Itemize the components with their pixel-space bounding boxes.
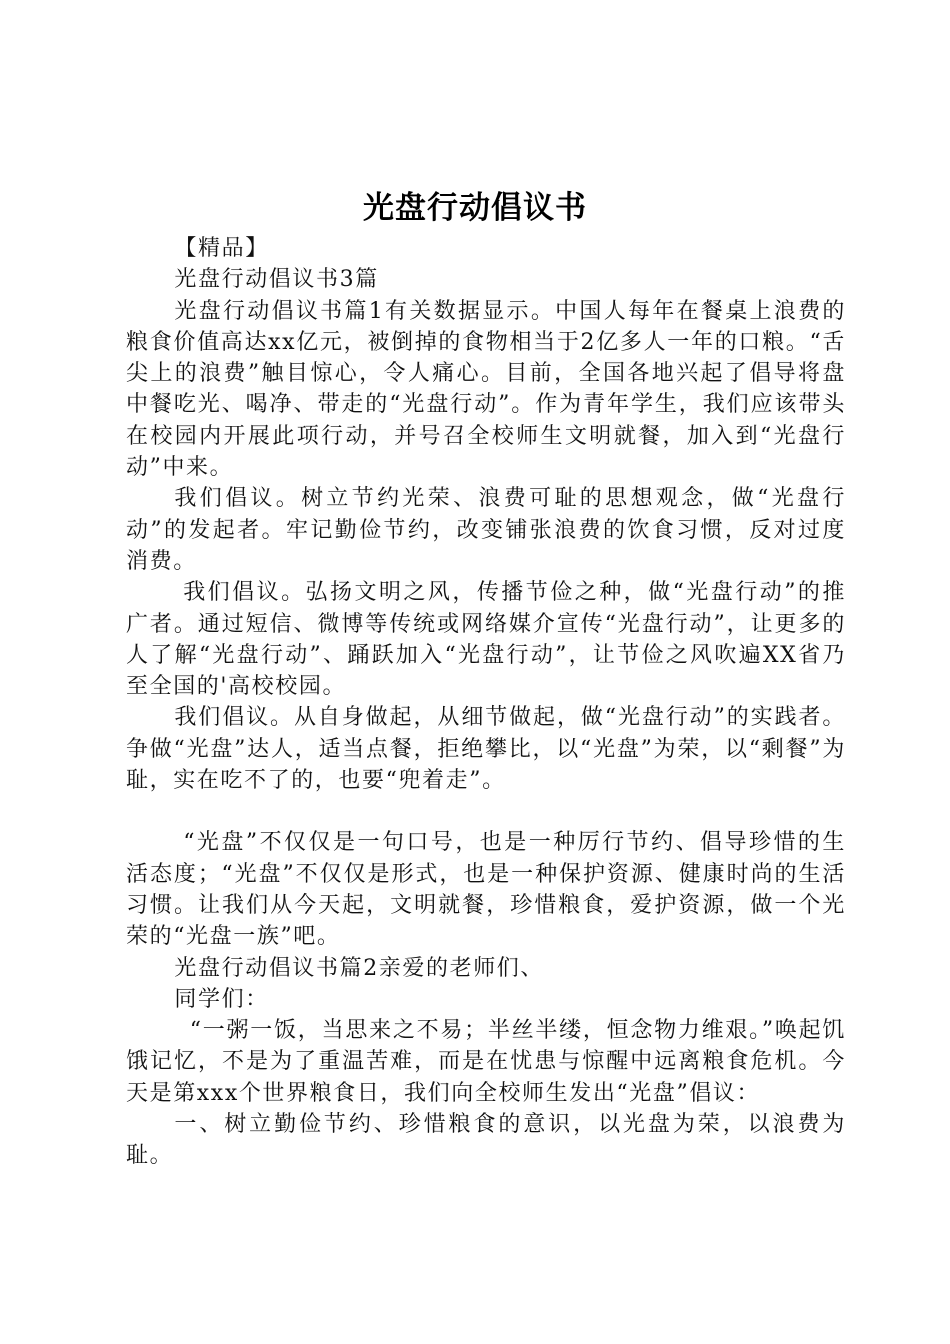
- paragraph-intro: 光盘行动倡议书篇1有关数据显示。中国人每年在餐桌上浪费的粮食价值高达xx亿元，被倒掉的食物相当于2亿多人一年的口粮。“舌尖上的浪费”触目惊心，令人痛心。目前，全国各地兴起了倡导将盘中餐吃光、喝净、带走的“光盘行动”。作为青年学生，我们应该带头在校园内开展此项行动，并号召全校师生文明就餐，加入到“光盘行动”中来。: [126, 298, 846, 481]
- paragraph-summary: “光盘”不仅仅是一句口号，也是一种厉行节约、倡导珍惜的生活态度；“光盘”不仅仅是形式，也是一种保护资源、健康时尚的生活习惯。让我们从今天起，文明就餐，珍惜粮食，爱护资源，做一个光荣的“光盘一族”吧。: [126, 830, 846, 950]
- paragraph-quote: “一粥一饭，当思来之不易；半丝半缕，恒念物力维艰。”唤起饥饿记忆，不是为了重温苦难，而是在忧患与惊醒中远离粮食危机。今天是第xxx个世界粮食日，我们向全校师生发出“光盘”倡议：: [126, 1018, 846, 1106]
- paragraph-proposal-3: 我们倡议。从自身做起，从细节做起，做“光盘行动”的实践者。争做“光盘”达人，适当点餐，拒绝攀比，以“光盘”为荣，以“剩餐”为耻，实在吃不了的，也要“兜着走”。: [126, 705, 846, 794]
- paragraph-part2-heading: 光盘行动倡议书篇2亲爱的老师们、: [174, 955, 544, 981]
- paragraph-proposal-2: 我们倡议。弘扬文明之风，传播节俭之种，做“光盘行动”的推广者。通过短信、微博等传统或网络媒介宣传“光盘行动”，让更多的人了解“光盘行动”、踊跃加入“光盘行动”，让节俭之风吹遍XX省乃至全国的'高校校园。: [126, 580, 846, 700]
- paragraph-tag: 【精品】: [174, 236, 269, 261]
- document-title: 光盘行动倡议书: [363, 190, 587, 226]
- paragraph-gap: [126, 796, 846, 827]
- document-body: [126, 233, 846, 1172]
- paragraph-subtitle: 光盘行动倡议书3篇: [174, 267, 379, 293]
- paragraph-salutation: 同学们：: [174, 986, 269, 1012]
- paragraph-item-1: 一、树立勤俭节约、珍惜粮食的意识，以光盘为荣，以浪费为耻。: [126, 1112, 846, 1169]
- paragraph-proposal-1: 我们倡议。树立节约光荣、浪费可耻的思想观念，做“光盘行动”的发起者。牢记勤俭节约，改变铺张浪费的饮食习惯，反对过度消费。: [126, 486, 846, 574]
